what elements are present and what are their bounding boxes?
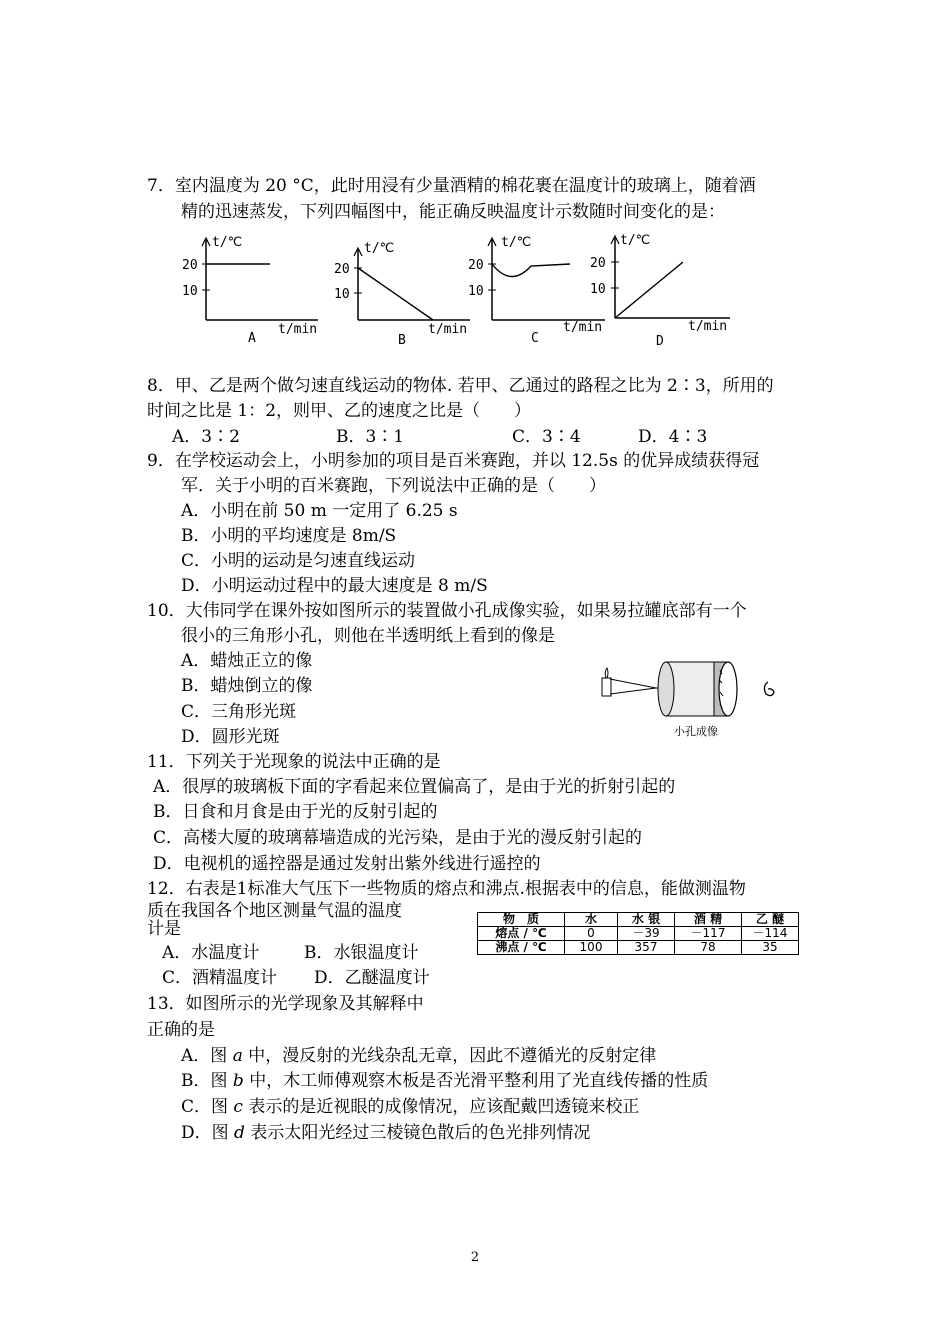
q10-line2: 很小的三角形小孔，则他在半透明纸上看到的像是 [181,626,555,646]
q9-line1: 9．在学校运动会上，小明参加的项目是百米赛跑，并以 12.5s 的优异成绩获得冠 [147,451,760,471]
graph-b-tick-10: 10 [334,287,350,302]
q13-option-d: D．图 d 表示太阳光经过三棱镜色散后的色光排列情况 [181,1123,591,1143]
q12-line2: 质在我国各个地区测量气温的温度 [147,901,402,921]
table-cell: 沸点 / ℃ [478,941,565,955]
graph-a-tick-10: 10 [182,284,198,299]
graph-c-ylabel: t/℃ [501,235,532,250]
table-cell: 100 [565,941,618,955]
q9-option-c: C．小明的运动是匀速直线运动 [181,551,416,571]
q13-option-c: C．图 c 表示的是近视眼的成像情况，应该配戴凹透镜来校正 [181,1097,640,1117]
table-cell: 357 [618,941,675,955]
q11-option-a: A．很厚的玻璃板下面的字看起来位置偏高了，是由于光的折射引起的 [153,777,676,797]
table-cell: －39 [618,927,675,941]
q12-option-a: A．水温度计 [162,943,260,963]
graph-a-letter: A [248,331,256,346]
graph-a-tick-20: 20 [182,258,198,273]
q12-option-d: D．乙醚温度计 [314,968,430,988]
q12-line3: 计是 [147,919,181,939]
graph-d-ylabel: t/℃ [620,233,651,248]
q11-line1: 11．下列关于光现象的说法中正确的是 [147,752,441,772]
pinhole-figure [596,656,796,742]
table-cell: 0 [565,927,618,941]
q8-option-c: C．3∶4 [512,427,581,447]
q9-option-a: A．小明在前 50 m 一定用了 6.25 s [181,501,458,521]
table-cell: －117 [675,927,742,941]
q13-line1: 13．如图所示的光学现象及其解释中 [147,994,424,1014]
graph-d-letter: D [656,334,664,349]
graph-b-tick-20: 20 [334,262,350,277]
graph-b-ylabel: t/℃ [364,241,395,256]
table-header: 乙 醚 [742,913,799,927]
graph-d-xlabel: t/min [688,319,728,334]
q9-option-d: D．小明运动过程中的最大速度是 8 m/S [181,576,488,596]
q10-option-a: A．蜡烛正立的像 [181,651,313,671]
q11-option-b: B．日食和月食是由于光的反射引起的 [153,802,438,822]
q9-line2: 军．关于小明的百米赛跑，下列说法中正确的是（ ） [181,476,606,496]
q10-option-d: D．圆形光斑 [181,727,280,747]
table-header: 物 质 [478,913,565,927]
q7-line2: 精的迅速蒸发，下列四幅图中，能正确反映温度计示数随时间变化的是： [181,202,725,222]
table-header: 酒 精 [675,913,742,927]
table-row [478,927,799,941]
table-header-row [478,913,799,927]
q8-option-b: B．3∶1 [336,427,405,447]
table-cell: 78 [675,941,742,955]
graph-c-tick-20: 20 [468,258,484,273]
pinhole-caption: 小孔成像 [674,725,718,738]
table-cell: －114 [742,927,799,941]
melting-boiling-table [477,912,799,955]
q13-line2: 正确的是 [147,1020,215,1040]
q10-line1: 10．大伟同学在课外按如图所示的装置做小孔成像实验，如果易拉罐底部有一个 [147,601,747,621]
q11-option-c: C．高楼大厦的玻璃幕墙造成的光污染，是由于光的漫反射引起的 [153,828,643,848]
graph-c-letter: C [531,331,539,346]
q7-line1: 7．室内温度为 20 °C，此时用浸有少量酒精的棉花裹在温度计的玻璃上，随着酒 [147,176,756,196]
graph-a [178,228,328,350]
q12-option-c: C．酒精温度计 [162,968,278,988]
graph-b [328,228,478,350]
graph-a-ylabel: t/℃ [212,235,243,250]
graph-b-xlabel: t/min [428,322,468,337]
q12-option-b: B．水银温度计 [304,943,419,963]
q12-line1: 12．右表是1标准大气压下一些物质的熔点和沸点.根据表中的信息，能做测温物 [147,879,746,899]
table-header: 水 [565,913,618,927]
q8-option-a: A．3∶2 [172,427,240,447]
graph-d-tick-10: 10 [590,282,606,297]
graph-d [590,228,740,350]
table-row [478,941,799,955]
graph-a-xlabel: t/min [278,322,318,337]
q8-line2: 时间之比是 1：2，则甲、乙的速度之比是（ ） [147,401,532,421]
graph-c-tick-10: 10 [468,284,484,299]
table-cell: 35 [742,941,799,955]
graph-b-letter: B [398,333,406,348]
q8-line1: 8．甲、乙是两个做匀速直线运动的物体. 若甲、乙通过的路程之比为 2∶3，所用的 [147,376,774,396]
q8-option-d: D．4∶3 [638,427,708,447]
q10-option-c: C．三角形光斑 [181,702,297,722]
q13-option-a: A．图 a 中，漫反射的光线杂乱无章，因此不遵循光的反射定律 [181,1046,657,1066]
q10-option-b: B．蜡烛倒立的像 [181,676,313,696]
q9-option-b: B．小明的平均速度是 8m/S [181,526,397,546]
q13-option-b: B．图 b 中，木工师傅观察木板是否光滑平整利用了光直线传播的性质 [181,1071,709,1091]
table-cell: 熔点 / ℃ [478,927,565,941]
table-header: 水 银 [618,913,675,927]
page-number: 2 [470,1250,480,1265]
graph-c-xlabel: t/min [563,320,603,335]
q11-option-d: D．电视机的遥控器是通过发射出紫外线进行遥控的 [153,854,541,874]
graph-d-tick-20: 20 [590,256,606,271]
